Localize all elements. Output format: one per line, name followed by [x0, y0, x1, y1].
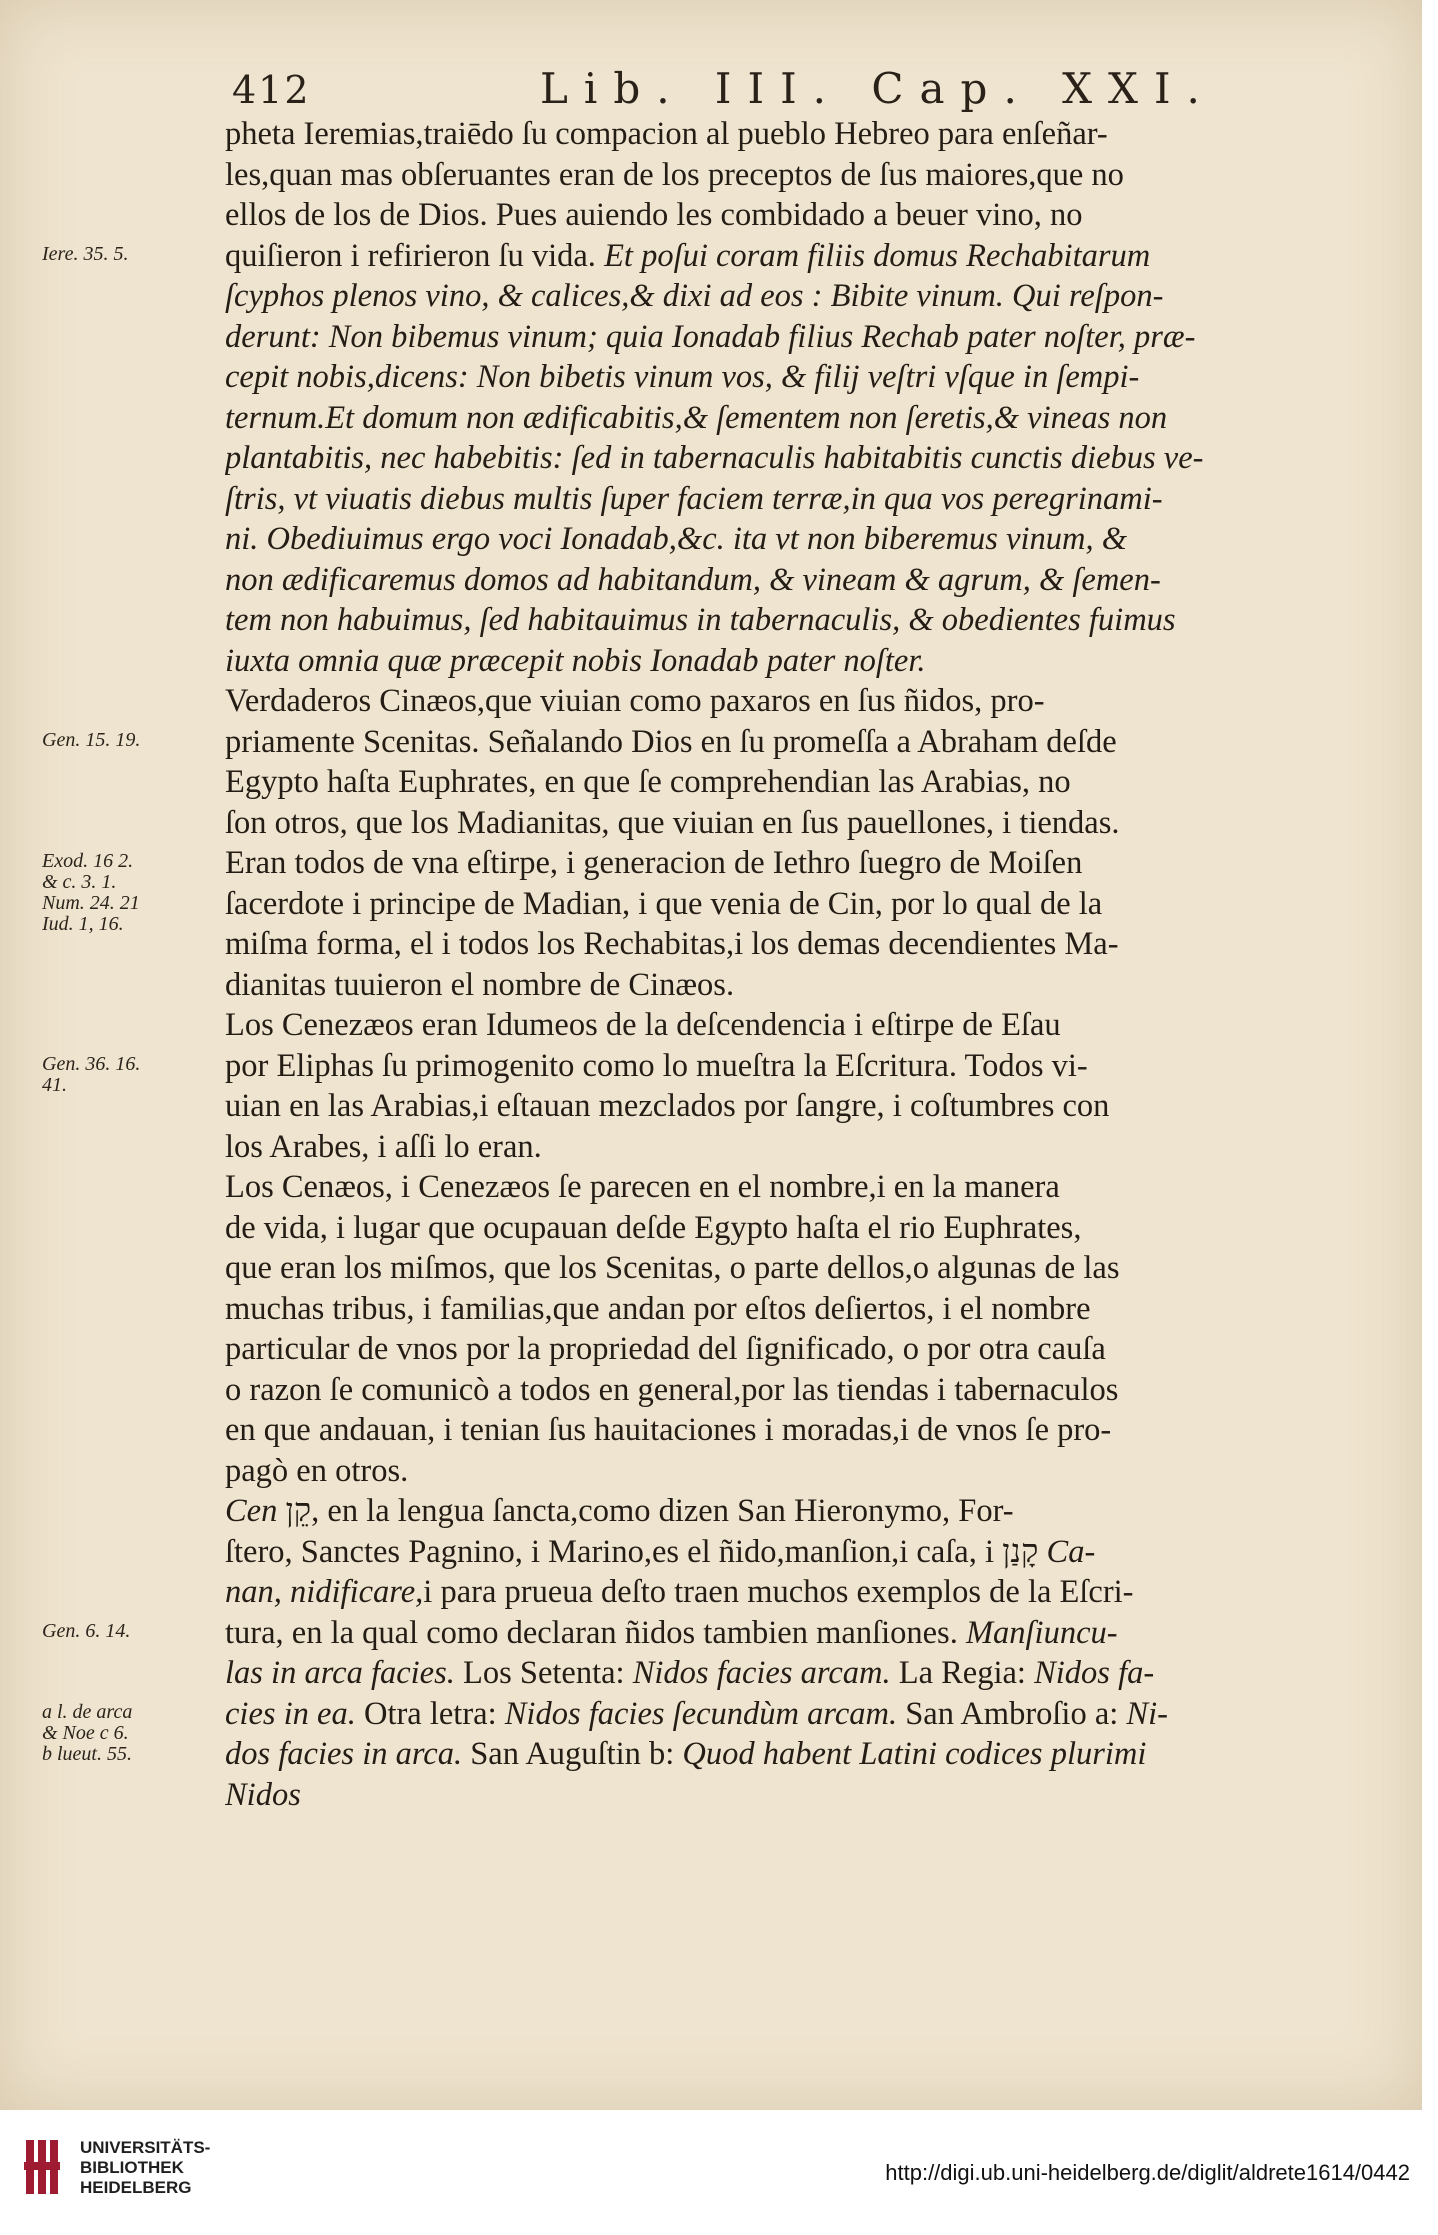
text-segment: les,quan mas obſeruantes eran de los preceptos de ſus maiores,que no	[225, 156, 1124, 193]
italic-quotation: tem non habuimus, ſed habitauimus in tabernaculis, & obedientes fuimus	[225, 602, 1176, 638]
italic-quotation: Cen	[225, 1493, 278, 1529]
text-line	[225, 276, 1375, 317]
italic-quotation: Nidos facies ſecundùm arcam.	[504, 1695, 898, 1732]
text-line	[225, 357, 1375, 398]
main-text-block	[225, 114, 1375, 1815]
text-line	[225, 1289, 1375, 1330]
text-line	[225, 1329, 1375, 1370]
italic-quotation: Et poſui coram filiis domus Rechabitarum	[604, 237, 1151, 274]
text-line	[225, 1572, 1375, 1613]
text-segment: La Regia:	[890, 1655, 1035, 1691]
text-line	[225, 1694, 1375, 1735]
text-line	[225, 1734, 1375, 1775]
library-name: UNIVERSITÄTS- BIBLIOTHEK HEIDELBERG	[80, 2138, 211, 2197]
italic-quotation: cepit nobis,dicens: Non bibetis vinum vos, & filij veſtri vſque in ſempi-	[225, 359, 1140, 395]
text-segment: ſon otros, que los Madianitas, que viuian en ſus pauellones, i tiendas.	[225, 804, 1120, 841]
text-segment: Eran todos de vna eſtirpe, i generacion de Iethro ſuegro de Moiſen	[225, 845, 1083, 881]
text-segment: ellos de los de Dios. Pues auiendo les combidado a beuer vino, no	[225, 197, 1083, 233]
text-segment: dianitas tuuieron el nombre de Cinæos.	[225, 966, 735, 1003]
margin-note: Iere. 35. 5.	[42, 242, 129, 265]
text-segment: priamente Scenitas. Señalando Dios en ſu promeſſa a Abraham deſde	[225, 723, 1117, 760]
text-line	[225, 438, 1375, 479]
text-segment: i para prueua deſto traen muchos exemplos de la Eſcri-	[423, 1574, 1134, 1610]
italic-quotation: Quod habent Latini codices plurimi	[682, 1736, 1147, 1772]
text-line	[225, 1775, 1375, 1816]
text-segment: quiſieron i refirieron ſu vida.	[225, 237, 605, 274]
text-segment: ſacerdote i principe de Madian, i que venia de Cin, por lo qual de la	[225, 885, 1103, 922]
text-line	[225, 398, 1375, 439]
italic-quotation: dos facies in arca.	[225, 1736, 463, 1772]
text-segment: tura, en la qual como declaran ñidos tambien manſiones.	[225, 1614, 966, 1651]
text-segment: Los Cenezæos eran Idumeos de la deſcendencia i eſtirpe de Eſau	[225, 1007, 1061, 1043]
text-segment: Otra letra:	[355, 1695, 505, 1732]
text-line	[225, 114, 1375, 155]
text-line	[225, 965, 1375, 1006]
text-segment: Los Setenta:	[454, 1655, 633, 1691]
italic-quotation: non ædificaremus domos ad habitandum, & vineam & agrum, & ſemen-	[225, 561, 1161, 598]
text-line	[225, 1167, 1375, 1208]
text-line	[225, 1046, 1375, 1087]
text-segment: pheta Ieremias,traiēdo ſu compacion al pueblo Hebreo para enſeñar-	[225, 116, 1108, 152]
library-logo-icon	[20, 2132, 64, 2202]
text-line	[225, 1208, 1375, 1249]
text-line	[225, 803, 1375, 844]
text-segment: miſma forma, el i todos los Rechabitas,i los demas decendientes Ma-	[225, 926, 1119, 962]
text-line	[225, 1248, 1375, 1289]
source-url[interactable]: http://digi.ub.uni-heidelberg.de/diglit/aldrete1614/0442	[885, 2160, 1410, 2185]
text-segment: ſtero, Sanctes Pagnino, i Marino,es el ñido,manſion,i caſa, i קָנַן	[225, 1533, 1047, 1570]
italic-quotation: Nidos	[225, 1776, 301, 1813]
text-segment: קֵן, en la lengua ſancta,como dizen San Hieronymo, For-	[277, 1493, 1014, 1529]
text-segment: los Arabes, i aſſi lo eran.	[225, 1128, 542, 1165]
italic-quotation: Nidos facies arcam.	[632, 1655, 891, 1691]
text-segment: de vida, i lugar que ocupauan deſde Egypto haſta el rio Euphrates,	[225, 1209, 1082, 1246]
margin-note: Exod. 16 2. & c. 3. 1. Num. 24. 21 Iud. 1, 16.	[42, 850, 140, 935]
text-segment: Verdaderos Cinæos,que viuian como paxaros en ſus ñidos, pro-	[225, 683, 1045, 719]
italic-quotation: iuxta omnia quæ præcepit nobis Ionadab pater noſter.	[225, 642, 926, 679]
text-line	[225, 884, 1375, 925]
text-line	[225, 560, 1375, 601]
text-line	[225, 1127, 1375, 1168]
text-segment: particular de vnos por la propriedad del ſignificado, o por otra cauſa	[225, 1331, 1106, 1367]
text-line	[225, 195, 1375, 236]
text-line	[225, 519, 1375, 560]
text-line	[225, 236, 1375, 277]
text-segment: San Auguſtin b:	[462, 1736, 683, 1772]
text-line	[225, 641, 1375, 682]
text-line	[225, 317, 1375, 358]
text-line	[225, 762, 1375, 803]
italic-quotation: ternum.Et domum non ædificabitis,& ſementem non ſeretis,& vineas non	[225, 399, 1168, 436]
italic-quotation: las in arca facies.	[225, 1655, 455, 1691]
margin-note: Gen. 15. 19.	[42, 728, 141, 751]
text-segment: en que andauan, i tenian ſus hauitaciones i moradas,i de vnos ſe pro-	[225, 1412, 1112, 1448]
text-line	[225, 1086, 1375, 1127]
italic-quotation: plantabitis, nec habebitis: ſed in tabernaculis habitabitis cunctis diebus ve-	[225, 440, 1204, 476]
text-segment: Los Cenæos, i Cenezæos ſe parecen en el nombre,i en la manera	[225, 1169, 1060, 1205]
text-line	[225, 924, 1375, 965]
italic-quotation: ſcyphos plenos vino, & calices,& dixi ad eos : Bibite vinum. Qui reſpon-	[225, 278, 1164, 314]
text-segment: uian en las Arabias,i eſtauan mezclados por ſangre, i coſtumbres con	[225, 1088, 1110, 1124]
margin-note: Gen. 36. 16. 41.	[42, 1052, 141, 1096]
text-line	[225, 479, 1375, 520]
text-line	[225, 1491, 1375, 1532]
italic-quotation: Ca-	[1046, 1533, 1096, 1570]
running-head: Lib. III. Cap. XXI.	[540, 64, 1216, 113]
text-segment: San Ambroſio a:	[897, 1695, 1127, 1732]
italic-quotation: ni. Obediuimus ergo voci Ionadab,&c. ita vt non biberemus vinum, &	[225, 521, 1128, 557]
text-line	[225, 1005, 1375, 1046]
text-line	[225, 1370, 1375, 1411]
text-line	[225, 1532, 1375, 1573]
text-line	[225, 1653, 1375, 1694]
text-segment: o razon ſe comunicò a todos en general,por las tiendas i tabernaculos	[225, 1371, 1119, 1408]
text-segment: Egypto haſta Euphrates, en que ſe comprehendian las Arabias, no	[225, 764, 1071, 800]
italic-quotation: Manſiuncu-	[965, 1614, 1118, 1651]
text-segment: pagò en otros.	[225, 1452, 409, 1489]
text-line	[225, 681, 1375, 722]
italic-quotation: derunt: Non bibemus vinum; quia Ionadab filius Rechab pater noſter, præ-	[225, 318, 1196, 355]
text-line	[225, 722, 1375, 763]
margin-note: a l. de arca & Noe c 6. b lueut. 55.	[42, 1700, 133, 1765]
text-line	[225, 1451, 1375, 1492]
italic-quotation: Nidos fa-	[1034, 1655, 1155, 1691]
margin-note: Gen. 6. 14.	[42, 1619, 131, 1642]
text-line	[225, 1613, 1375, 1654]
italic-quotation: ſtris, vt viuatis diebus multis ſuper faciem terræ,in qua vos peregrinami-	[225, 480, 1163, 517]
italic-quotation: cies in ea.	[225, 1695, 356, 1732]
text-segment: muchas tribus, i familias,que andan por eſtos deſiertos, i el nombre	[225, 1290, 1091, 1327]
italic-quotation: nan, nidificare,	[225, 1574, 424, 1610]
text-line	[225, 843, 1375, 884]
page-number: 412	[232, 68, 311, 112]
text-segment: que eran los miſmos, que los Scenitas, o parte dellos,o algunas de las	[225, 1250, 1120, 1286]
text-segment: por Eliphas ſu primogenito como lo mueſtra la Eſcritura. Todos vi-	[225, 1047, 1088, 1084]
page-header	[0, 64, 1422, 120]
text-line	[225, 155, 1375, 196]
italic-quotation: Ni-	[1126, 1695, 1168, 1732]
text-line	[225, 1410, 1375, 1451]
text-line	[225, 600, 1375, 641]
